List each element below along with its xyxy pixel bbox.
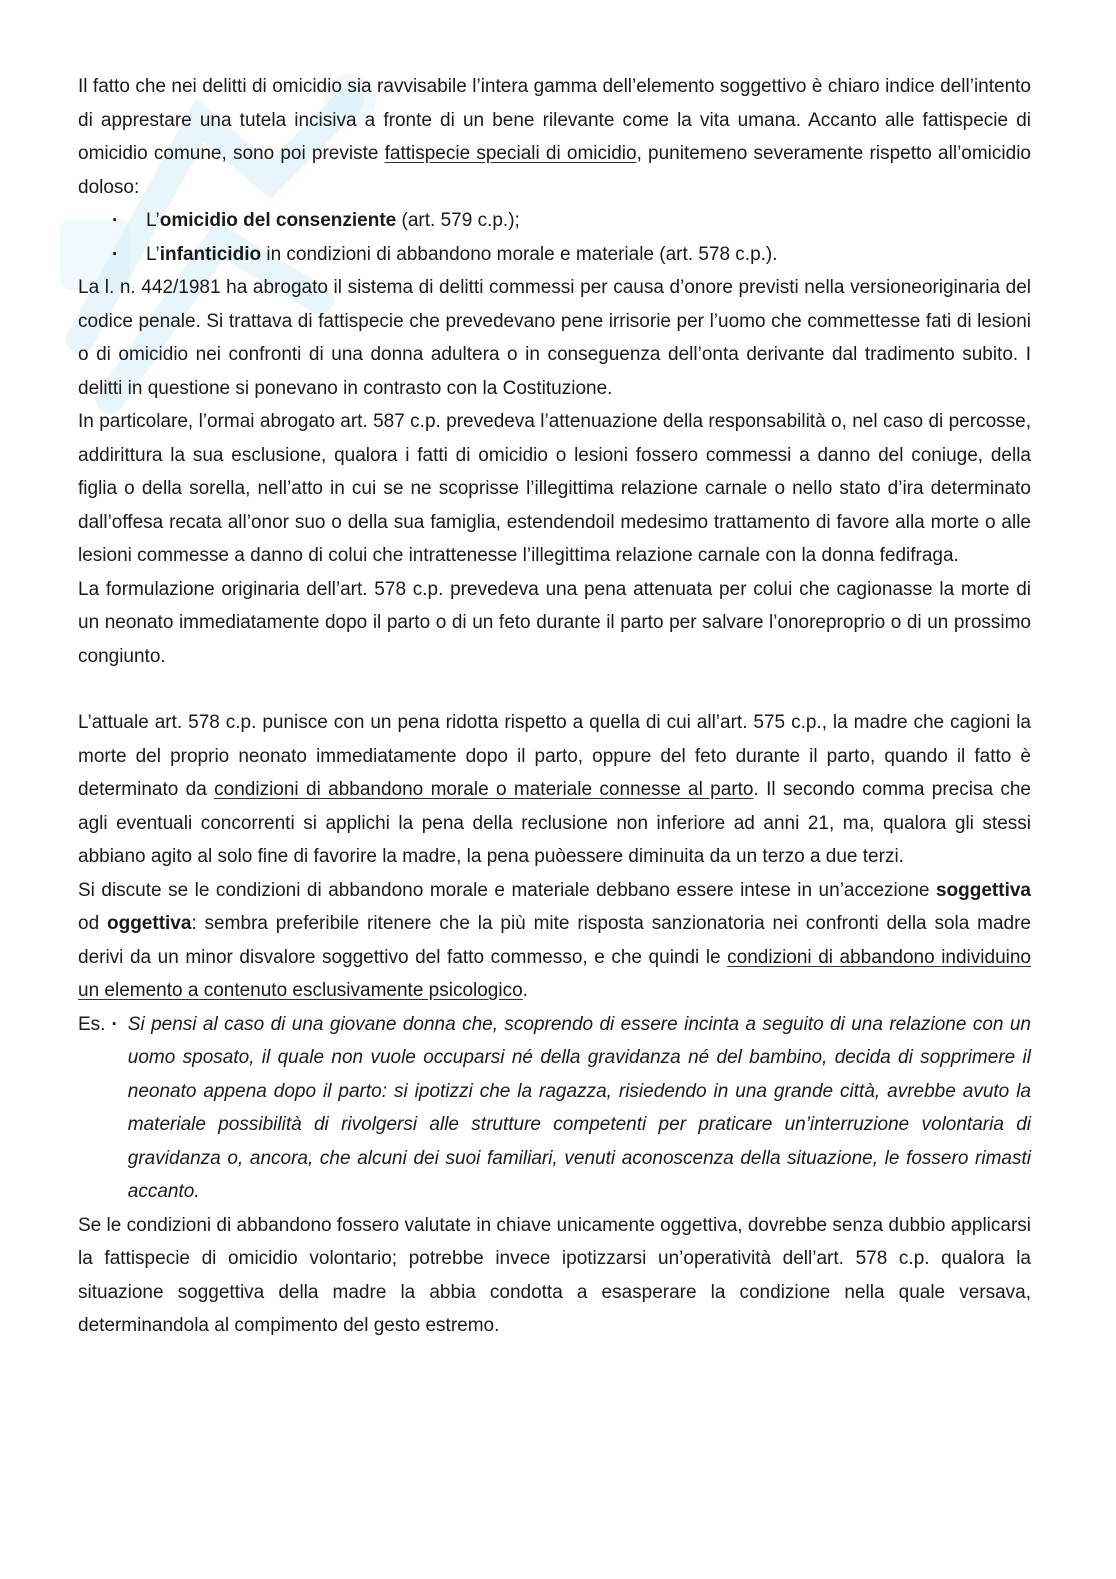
underlined-phrase: condizioni di abbandono morale o materiale connesse al parto [214,779,754,800]
spacer [78,673,1031,706]
bold-term: infanticidio [159,243,262,265]
page-header-mark [540,0,570,4]
bullet-list [78,204,1031,271]
bold-term: soggettiva [935,879,1031,901]
bold-term: omicidio del consenziente [159,210,397,231]
list-item: · L’omicidio del consenziente (art. 579 c.p.); [112,204,1031,238]
paragraph-4: La formulazione originaria dell’art. 578 c.p. prevedeva una pena attenuata per colui che cagionasse la morte di un neonato immediatamente dopo il parto o di un feto durante il parto per salvare l’onoreproprio o di un prossimo congiunto. [78,578,1031,667]
list-item: · L’infanticidio in condizioni di abbandono morale e materiale (art. 578 c.p.). [112,238,1031,272]
example-block [78,1008,1031,1209]
paragraph-1: Il fatto che nei delitti di omicidio sia ravvisabile l’intera gamma dell’elemento soggettivo è chiaro indice dell’intento di apprestare una tutela incisiva a fronte di un bene rilevante come la vita umana. Accanto alle fattispecie di omicidio comune, sono poi previste fattispecie speciali di omicidio, punitemeno severamente rispetto all’omicidio doloso: [78,76,1031,198]
paragraph-3: In particolare, l’ormai abrogato art. 587 c.p. prevedeva l’attenuazione della responsabilità o, nel caso di percosse, addirittura la sua esclusione, qualora i fatti di omicidio o lesioni fossero commessi a danno del coniuge, della figlia o della sorella, nell’atto in cui se ne scoprisse l’illegittima relazione carnale o nello stato d’ira determinato dall’offesa recata all’onor suo o della sua famiglia, estendendoil medesimo trattamento di favore alla morte o alle lesioni commesse a danno di colui che intrattenesse l’illegittima relazione carnale con la donna fedifraga. [78,411,1031,566]
underlined-phrase: fattispecie speciali di omicidio [384,143,637,164]
example-label: Es. [78,1013,106,1035]
example-text: Si pensi al caso di una giovane donna che, scoprendo di essere incinta a seguito di una relazione con un uomo sposato, il quale non vuole occuparsi né della gravidanza né del bambino, decida di sopprimere il neonato appena dopo il parto: si ipotizzi che la ragazza, risiedendo in una grande città, avrebbe avuto la materiale possibilità di rivolgersi alle strutture competenti per praticare un’interruzione volontaria di gravidanza o, ancora, che alcuni dei suoi familiari, venuti aconoscenza della situazione, le fossero rimasti accanto. [127,1013,1031,1202]
bullet-dot: · [111,1013,118,1035]
bold-term: oggettiva [106,913,192,934]
paragraph-7: Se le condizioni di abbandono fossero valutate in chiave unicamente oggettiva, dovrebbe senza dubbio applicarsi la fattispecie di omicidio volontario; potrebbe invece ipotizzarsi un’operatività dell’art. 578 c.p. qualora la situazione soggettiva della madre la abbia condotta a esasperare la condizione nella quale versava, determinandola al compimento del gesto estremo. [78,1214,1031,1336]
document-body [78,70,1031,1343]
paragraph-5: L’attuale art. 578 c.p. punisce con un pena ridotta rispetto a quella di cui all’art. 575 c.p., la madre che cagioni la morte del proprio neonato immediatamente dopo il parto, oppure del feto durante il parto, quando il fatto è determinato da condizioni di abbandono morale o materiale connesse al parto. Il secondo comma precisa che agli eventuali concorrenti si applichi la pena della reclusione non inferiore ad anni 21, ma, qualora gli stessi abbiano agito al solo fine di favorire la madre, la pena puòessere diminuita da un terzo a due terzi. [78,712,1031,867]
paragraph-6: Si discute se le condizioni di abbandono morale e materiale debbano essere intese in un’accezione soggettiva od oggettiva: sembra preferibile ritenere che la più mite risposta sanzionatoria nei confronti della sola madre derivi da un minor disvalore soggettivo del fatto commesso, e che quindi le condizioni di abbandono individuino un elemento a contenuto esclusivamente psicologico. [78,879,1031,1001]
underlined-phrase: condizioni di abbandono individuino un elemento a contenuto esclusivamente psicologico [78,946,1031,1001]
paragraph-2: La l. n. 442/1981 ha abrogato il sistema di delitti commessi per causa d’onore previsti nella versioneoriginaria del codice penale. Si trattava di fattispecie che prevedevano pene irrisorie per l’uomo che commettesse fati di lesioni o di omicidio nei confronti di una donna adultera o in conseguenza dell’onta derivante dal tradimento subito. I delitti in questione si ponevano in contrasto con la Costituzione. [78,277,1031,399]
